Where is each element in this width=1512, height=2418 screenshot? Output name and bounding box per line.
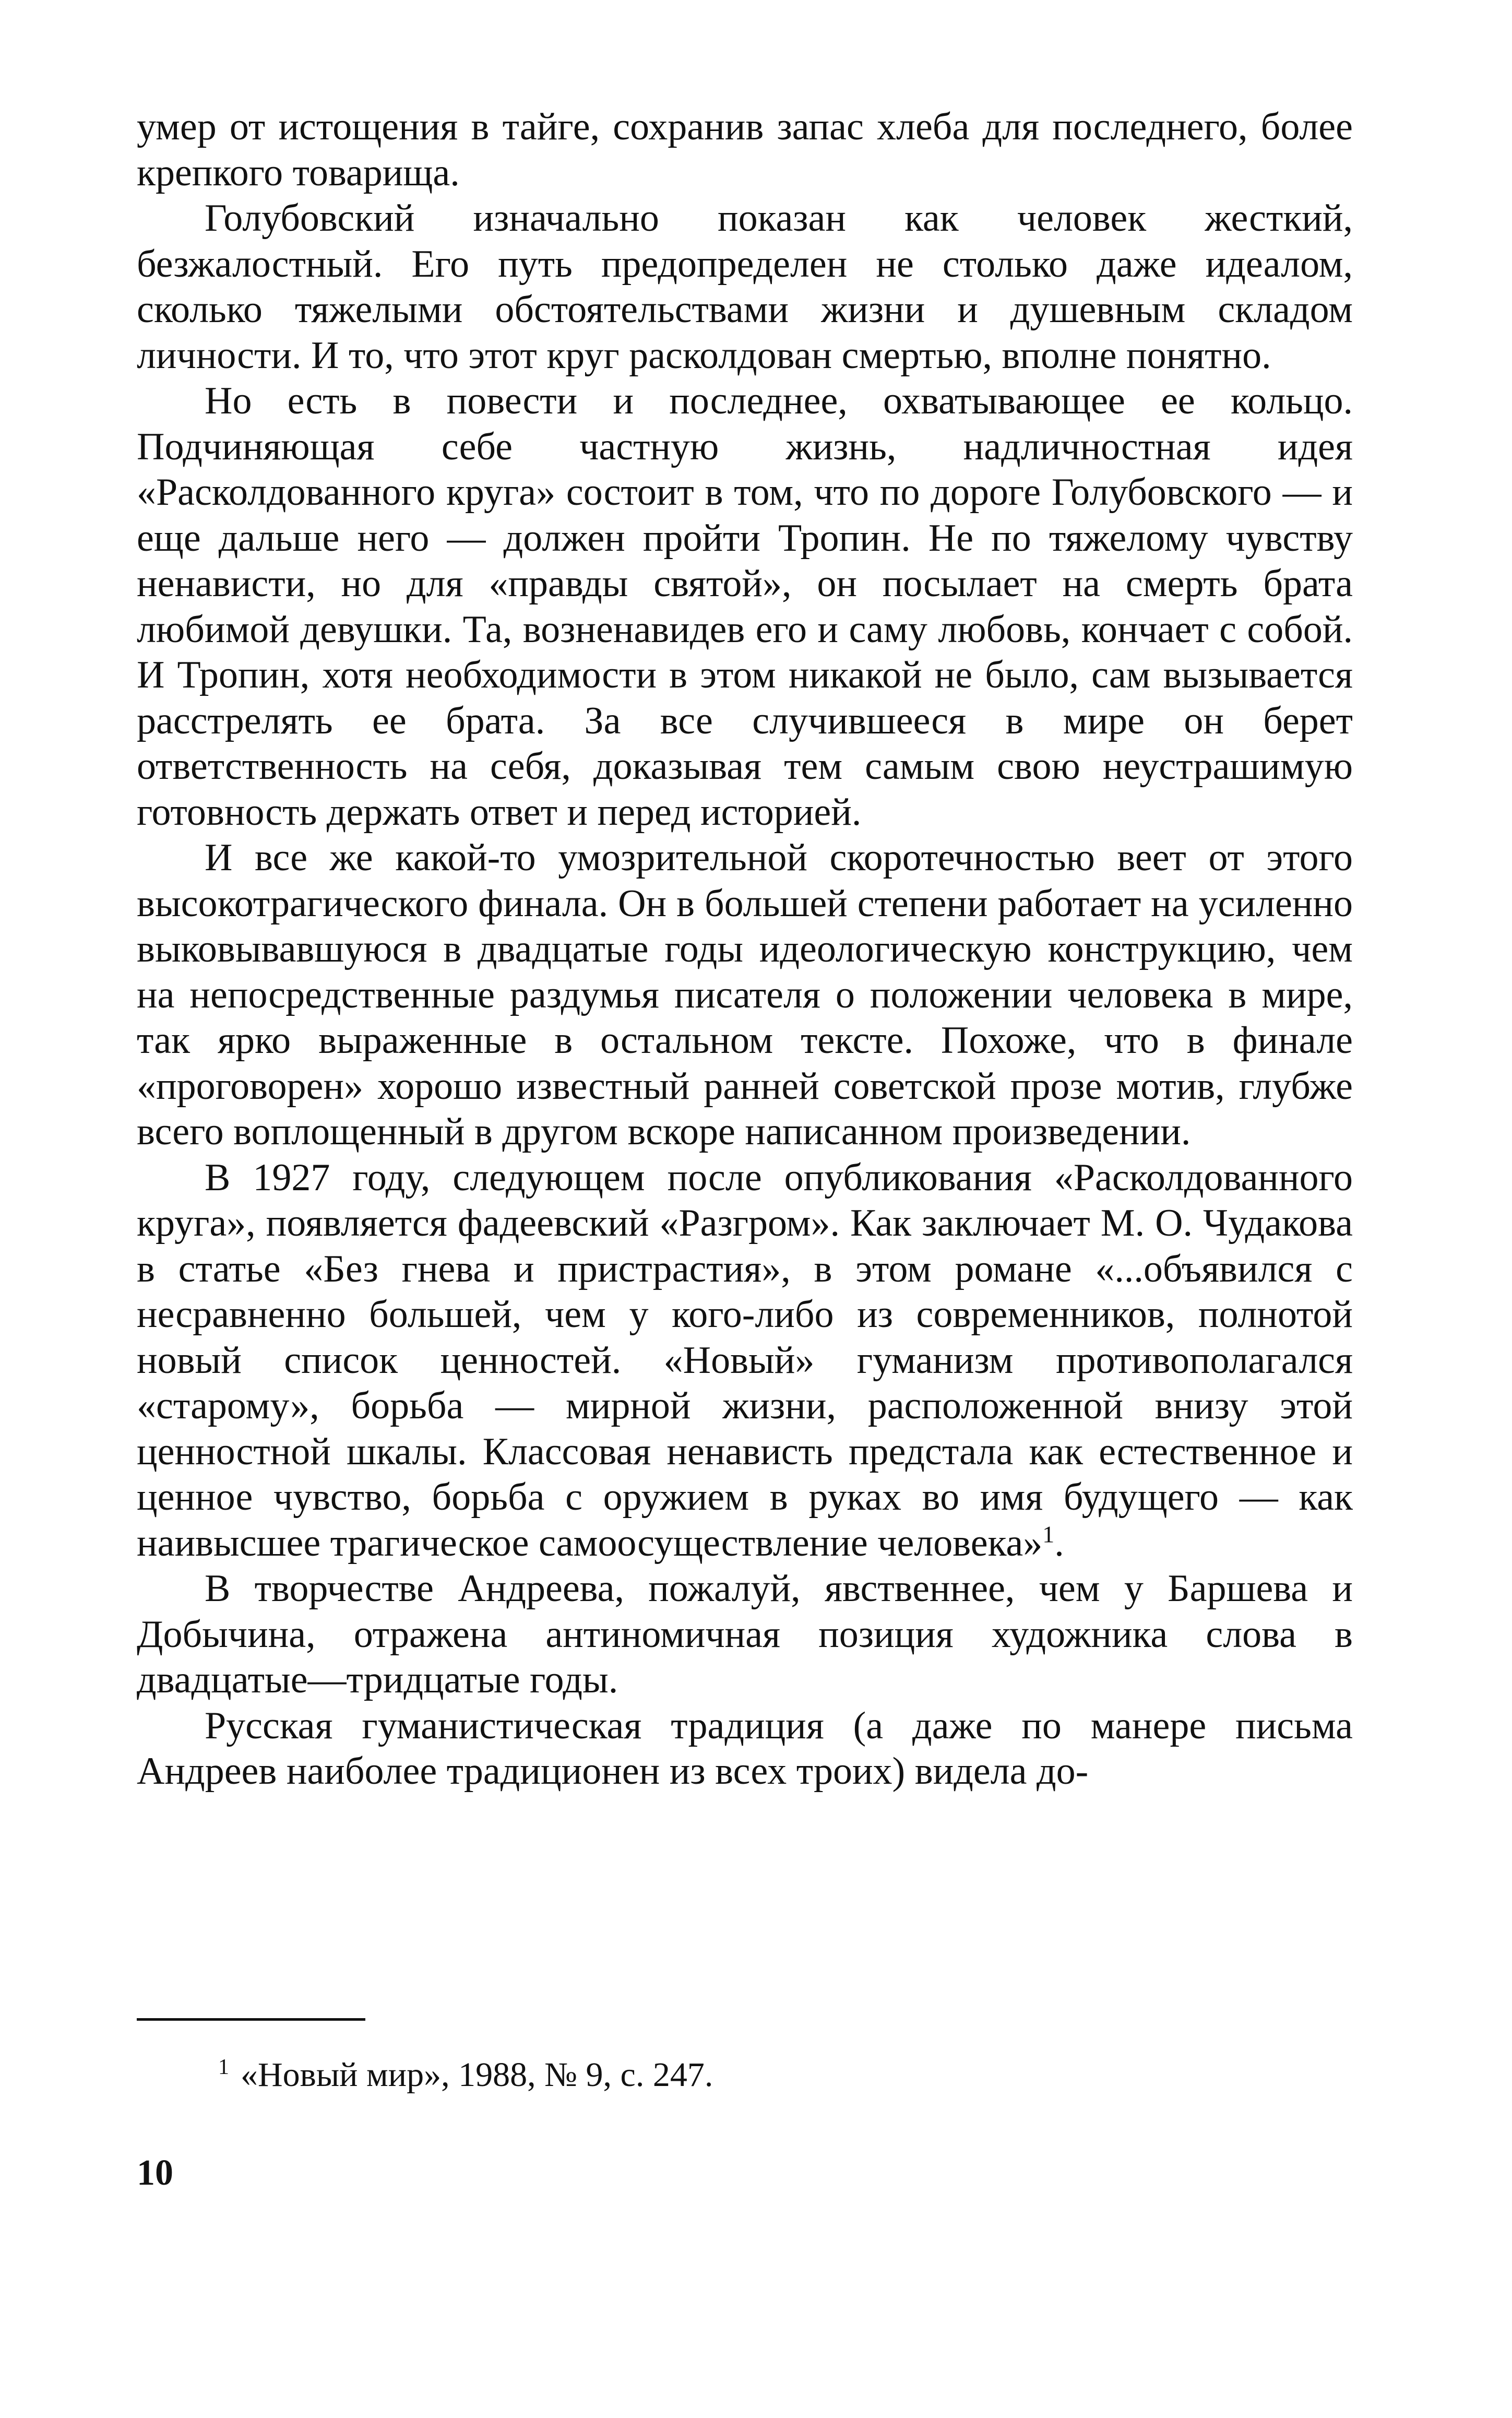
paragraph-5-text: В 1927 году, следующем после опубликования «Расколдованного круга», появляется фадеевский «Разгром». Как заключает М. О. Чудакова в статье «Без гнева и пристрастия», в этом романе «...объявился с несравненно большей, чем у кого-либо из современников, полнотой новый список ценностей. «Новый» гуманизм противополагался «старому», борьба — мирной жизни, расположенной внизу этой ценностной шкалы. Классовая ненависть предстала как естественное и ценное чувство, борьба с оружием в руках во имя будущего — как наивысшее трагическое самоосуществление человека»	[137, 1156, 1353, 1564]
paragraph-1: умер от истощения в тайге, сохранив запас хлеба для последнего, более крепкого товарища.	[137, 105, 1353, 194]
footnote-marker: 1	[218, 2055, 229, 2079]
paragraph-7: Русская гуманистическая традиция (а даже по манере письма Андреев наиболее традиционен из всех троих) видела до-	[137, 1704, 1353, 1793]
footnote-reference[interactable]: 1	[1042, 1520, 1055, 1547]
footnote	[218, 2054, 1340, 2096]
footnote-divider	[137, 2018, 365, 2021]
body-text	[137, 104, 1353, 1795]
paragraph-2: Голубовский изначально показан как человек жесткий, безжалостный. Его путь предопределен не столько даже идеалом, сколько тяжелыми обстоятельствами жизни и душевным складом личности. И то, что этот круг расколдован смертью, вполне понятно.	[137, 197, 1353, 377]
page-number: 10	[137, 2153, 173, 2193]
paragraph-5: В 1927 году, следующем после опубликования «Расколдованного круга», появляется фадеевский «Разгром». Как заключает М. О. Чудакова в статье «Без гнева и пристрастия», в этом романе «...объявился с несравненно большей, чем у кого-либо из современников, полнотой новый список ценностей. «Новый» гуманизм противополагался «старому», борьба — мирной жизни, расположенной внизу этой ценностной шкалы. Классовая ненависть предстала как естественное и ценное чувство, борьба с оружием в руках во имя будущего — как наивысшее трагическое самоосуществление человека»$^1$.	[137, 1156, 1353, 1564]
footnote-text: «Новый мир», 1988, № 9, с. 247.	[241, 2056, 713, 2094]
paragraph-3: Но есть в повести и последнее, охватывающее ее кольцо. Подчиняющая себе частную жизнь, надличностная идея «Расколдованного круга» состоит в том, что по дороге Голубовского — и еще дальше него — должен пройти Тропин. Не по тяжелому чувству ненависти, но для «правды святой», он посылает на смерть брата любимой девушки. Та, возненавидев его и саму любовь, кончает с собой. И Тропин, хотя необходимости в этом никакой не было, сам вызывается расстрелять ее брата. За все случившееся в мире он берет ответственность на себя, доказывая тем самым свою неустрашимую готовность держать ответ и перед историей.	[137, 380, 1353, 834]
paragraph-4: И все же какой-то умозрительной скоротечностью веет от этого высокотрагического финала. Он в большей степени работает на усиленно выковывавшуюся в двадцатые годы идеологическую конструкцию, чем на непосредственные раздумья писателя о положении человека в мире, так ярко выраженные в остальном тексте. Похоже, что в финале «проговорен» хорошо известный ранней советской прозе мотив, глубже всего воплощенный в другом вскоре написанном произведении.	[137, 836, 1353, 1153]
paragraph-6: В творчестве Андреева, пожалуй, явственнее, чем у Баршева и Добычина, отражена антиномичная позиция художника слова в двадцатые—тридцатые годы.	[137, 1567, 1353, 1701]
